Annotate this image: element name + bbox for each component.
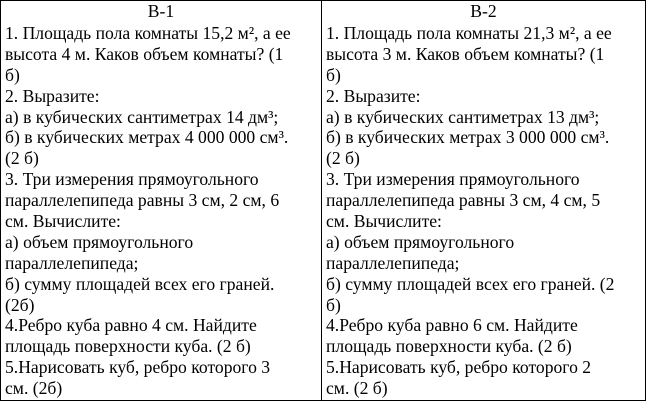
task-line: см. Вычислите: [5,211,121,232]
task-line: параллелепипеда; [5,252,139,273]
task-line: б) сумму площадей всех его граней. [5,273,275,294]
task-line: б) [326,64,341,85]
task-line: 1. Площадь пола комнаты 21,3 м², а ее [326,23,612,43]
task-line: (2 б) [326,148,360,169]
task-line: 3. Три измерения прямоугольного [5,169,259,190]
task-line: 5.Нарисовать куб, ребро которого 3 [5,357,271,378]
task-line: высота 3 м. Каков объем комнаты? (1 [326,43,605,64]
task-line: (2б) [5,294,35,315]
task-line: 5.Нарисовать куб, ребро которого 2 [326,357,592,378]
task-line: б) [326,294,341,315]
task-line: а) объем прямоугольного [326,231,515,252]
task-line: (2 б) [5,148,39,169]
task-line: площадь поверхности куба. (2 б) [326,336,572,357]
task-line: 3. Три измерения прямоугольного [326,169,580,190]
task-line: площадь поверхности куба. (2 б) [5,336,251,357]
task-line: а) в кубических сантиметрах 14 дм³; [5,106,279,127]
task-line: б) в кубических метрах 4 000 000 см³. [5,127,289,148]
task-line: см. (2 б) [326,378,388,399]
task-line: см. Вычислите: [326,211,442,232]
variant-column-2 [322,1,645,400]
task-line: б) сумму площадей всех его граней. (2 [326,273,615,294]
task-list [326,23,645,399]
task-line: 4.Ребро куба равно 4 см. Найдите [5,315,257,336]
task-line: 1. Площадь пола комнаты 15,2 м², а ее [5,23,291,43]
task-line: см. (2б) [5,378,63,399]
task-line: а) объем прямоугольного [5,231,194,252]
task-line: параллелепипеда; [326,252,460,273]
variant-title: В-2 [470,1,497,21]
task-line: параллелепипеда равны 3 см, 4 см, 5 [326,190,601,211]
task-list [5,23,321,399]
task-line: высота 4 м. Каков объем комнаты? (1 [5,43,284,64]
task-line: параллелепипеда равны 3 см, 2 см, 6 [5,190,280,211]
variant-title: В-1 [147,1,175,21]
task-line: 4.Ребро куба равно 6 см. Найдите [326,315,578,336]
task-line: 2. Выразите: [5,85,100,106]
variant-column-1 [1,1,322,400]
task-line: б) [5,64,20,85]
task-line: б) в кубических метрах 3 000 000 см³. [326,127,610,148]
task-line: 2. Выразите: [326,85,421,106]
task-line: а) в кубических сантиметрах 13 дм³; [326,106,600,127]
